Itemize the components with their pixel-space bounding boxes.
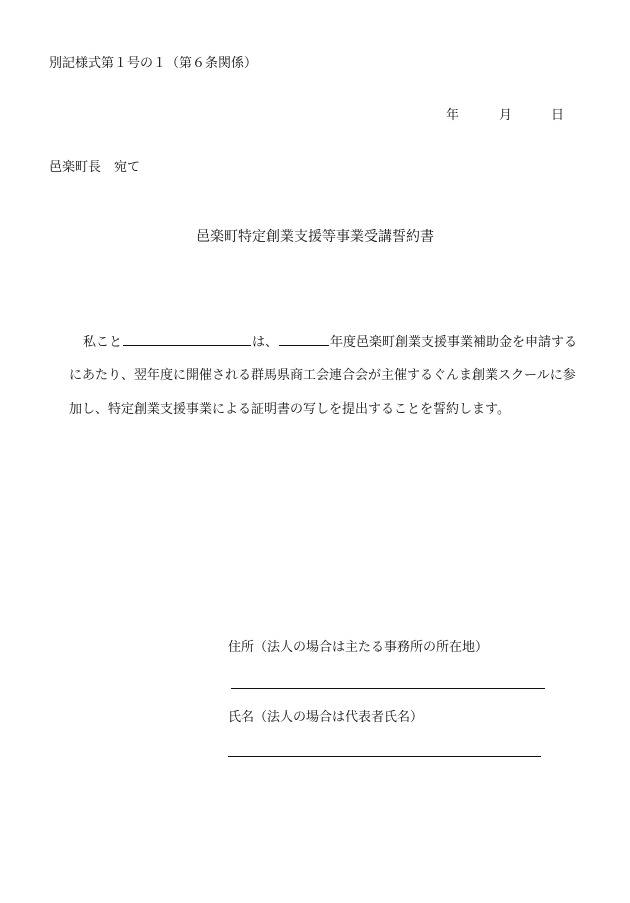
date-month-label: 月 bbox=[499, 108, 513, 123]
address-line bbox=[231, 688, 545, 689]
name-label: 氏名（法人の場合は代表者氏名） bbox=[228, 710, 424, 725]
pledge-line-1 bbox=[83, 333, 577, 349]
pledge-line-2: にあたり、翌年度に開催される群馬県商工会連合会が主催するぐんま創業スクールに参 bbox=[69, 368, 576, 383]
form-number: 別記様式第１号の１（第６条関係） bbox=[49, 56, 258, 71]
document-title: 邑楽町特定創業支援等事業受講誓約書 bbox=[196, 229, 434, 245]
name-blank bbox=[123, 333, 251, 346]
addressee: 邑楽町長 宛て bbox=[49, 160, 141, 175]
pledge-line-3: 加し、特定創業支援事業による証明書の写しを提出することを誓約します。 bbox=[69, 402, 510, 417]
pledge-prefix: 私こと bbox=[83, 335, 123, 350]
name-line bbox=[228, 756, 541, 757]
date-year-label: 年 bbox=[446, 108, 460, 123]
date-day-label: 日 bbox=[551, 108, 565, 123]
pledge-suffix: 年度邑楽町創業支援事業補助金を申請する bbox=[330, 335, 578, 350]
address-label: 住所（法人の場合は主たる事務所の所在地） bbox=[228, 640, 489, 655]
pledge-middle: は、 bbox=[252, 335, 279, 350]
year-blank bbox=[279, 333, 329, 346]
